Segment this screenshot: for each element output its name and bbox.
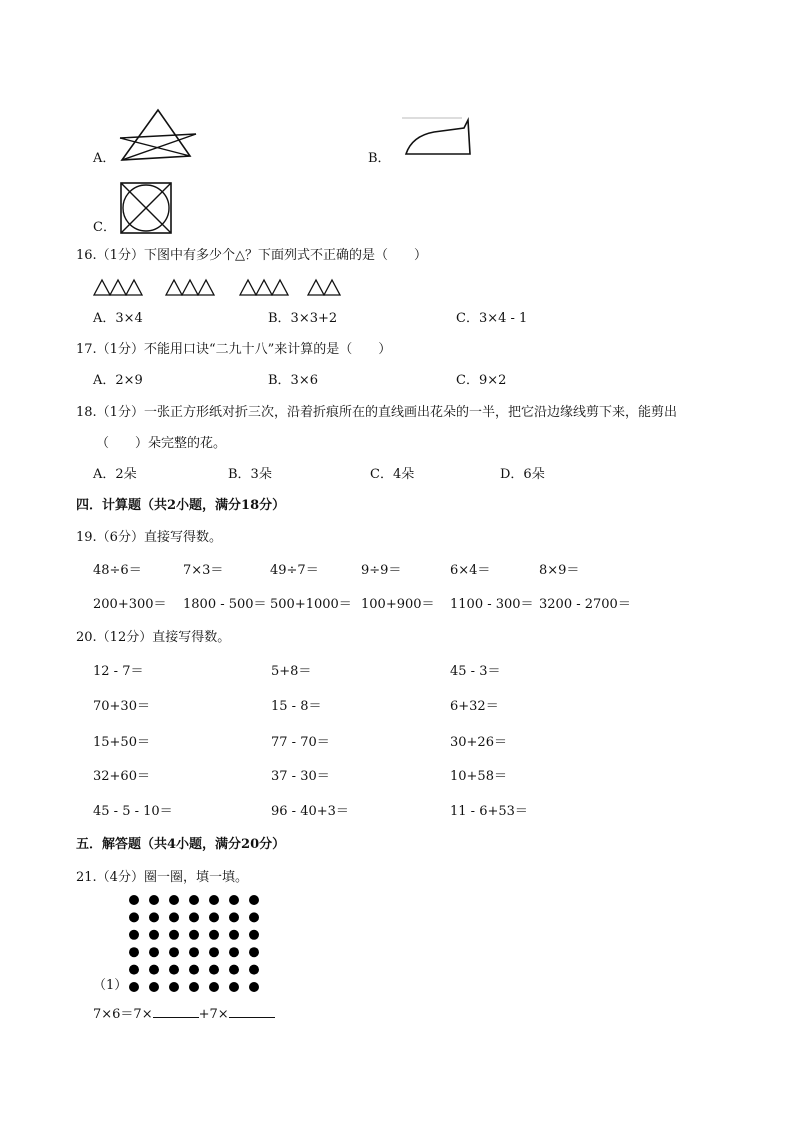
grid-dot bbox=[169, 982, 179, 992]
grid-dot bbox=[249, 930, 259, 940]
q20-item: 11 - 6+53＝ bbox=[450, 804, 528, 819]
grid-dot bbox=[249, 912, 259, 922]
grid-dot bbox=[229, 982, 239, 992]
answer-blank[interactable] bbox=[229, 1005, 275, 1018]
grid-dot bbox=[129, 912, 139, 922]
q20-item: 12 - 7＝ bbox=[93, 664, 144, 679]
q16-stem: 16.（1分）下图中有多少个△？下面列式不正确的是（ ） bbox=[76, 248, 427, 263]
grid-dot bbox=[249, 965, 259, 975]
q19-row2-item: 100+900＝ bbox=[361, 597, 435, 612]
q20-item: 15 - 8＝ bbox=[271, 699, 322, 714]
grid-dot bbox=[169, 965, 179, 975]
grid-dot bbox=[249, 947, 259, 957]
q17-stem: 17.（1分）不能用口诀“二九十八”来计算的是（ ） bbox=[76, 342, 392, 357]
q17-option-a: A．2×9 bbox=[93, 373, 143, 388]
q20-item: 32+60＝ bbox=[93, 769, 150, 784]
grid-dot bbox=[169, 895, 179, 905]
q20-stem: 20.（12分）直接写得数。 bbox=[76, 630, 231, 645]
q17-option-b: B．3×6 bbox=[268, 373, 318, 388]
grid-dot bbox=[149, 930, 159, 940]
grid-dot bbox=[189, 982, 199, 992]
q19-row2-item: 200+300＝ bbox=[93, 597, 167, 612]
q20-item: 96 - 40+3＝ bbox=[271, 804, 349, 819]
grid-dot bbox=[189, 930, 199, 940]
grid-dot bbox=[129, 895, 139, 905]
grid-dot bbox=[209, 895, 219, 905]
grid-dot bbox=[169, 930, 179, 940]
grid-dot bbox=[229, 895, 239, 905]
grid-dot bbox=[169, 947, 179, 957]
q16-option-b: B．3×3+2 bbox=[268, 311, 338, 326]
grid-dot bbox=[189, 912, 199, 922]
grid-dot bbox=[149, 895, 159, 905]
grid-dot bbox=[249, 895, 259, 905]
q18-option-b: B．3朵 bbox=[228, 467, 272, 482]
grid-dot bbox=[209, 982, 219, 992]
grid-dot bbox=[209, 947, 219, 957]
q21-equation bbox=[93, 1005, 275, 1023]
grid-dot bbox=[129, 930, 139, 940]
q20-item: 15+50＝ bbox=[93, 735, 150, 750]
section-5-title: 五．解答题（共4小题，满分20分） bbox=[76, 837, 286, 852]
grid-dot bbox=[169, 912, 179, 922]
q15-option-a-label: A． bbox=[93, 151, 116, 166]
q19-row2-item: 500+1000＝ bbox=[270, 597, 352, 612]
grid-dot bbox=[189, 965, 199, 975]
grid-dot bbox=[209, 930, 219, 940]
q20-item: 6+32＝ bbox=[450, 699, 499, 714]
grid-dot bbox=[149, 947, 159, 957]
grid-dot bbox=[189, 895, 199, 905]
q19-row2-item: 1100 - 300＝ bbox=[450, 597, 534, 612]
q20-item: 30+26＝ bbox=[450, 735, 507, 750]
q16-option-c: C．3×4 - 1 bbox=[456, 311, 528, 326]
q19-row1-item: 6×4＝ bbox=[450, 563, 491, 578]
q19-row2-item: 1800 - 500＝ bbox=[183, 597, 267, 612]
grid-dot bbox=[229, 930, 239, 940]
grid-dot bbox=[209, 912, 219, 922]
q19-row1-item: 7×3＝ bbox=[183, 563, 224, 578]
q18-option-c: C．4朵 bbox=[370, 467, 415, 482]
q19-row1-item: 49÷7＝ bbox=[270, 563, 319, 578]
triangle-groups-figure bbox=[94, 278, 354, 296]
q20-item: 45 - 5 - 10＝ bbox=[93, 804, 173, 819]
q21-equation-right: +7× bbox=[198, 1007, 229, 1022]
grid-dot bbox=[209, 965, 219, 975]
q18-option-a: A．2朵 bbox=[93, 467, 137, 482]
triangle-with-lines-figure bbox=[118, 108, 198, 164]
section-4-title: 四．计算题（共2小题，满分18分） bbox=[76, 498, 286, 513]
q15-option-c-label: C． bbox=[93, 220, 116, 235]
q19-row1-item: 48÷6＝ bbox=[93, 563, 142, 578]
q18-stem-line1: 18.（1分）一张正方形纸对折三次，沿着折痕所在的直线画出花朵的一半，把它沿边缘线剪下来，能剪出 bbox=[76, 405, 677, 420]
grid-dot bbox=[129, 965, 139, 975]
q19-row1-item: 8×9＝ bbox=[539, 563, 580, 578]
q19-stem: 19.（6分）直接写得数。 bbox=[76, 530, 222, 545]
q20-item: 37 - 30＝ bbox=[271, 769, 330, 784]
grid-dot bbox=[229, 965, 239, 975]
q16-option-a: A．3×4 bbox=[93, 311, 143, 326]
q17-option-c: C．9×2 bbox=[456, 373, 507, 388]
grid-dot bbox=[149, 982, 159, 992]
grid-dot bbox=[129, 947, 139, 957]
answer-blank[interactable] bbox=[153, 1005, 199, 1018]
grid-dot bbox=[149, 965, 159, 975]
q15-option-b-label: B． bbox=[368, 151, 391, 166]
q21-stem: 21.（4分）圈一圈，填一填。 bbox=[76, 870, 248, 885]
dot-grid-figure bbox=[126, 892, 266, 992]
q20-item: 70+30＝ bbox=[93, 699, 150, 714]
q18-option-d: D．6朵 bbox=[500, 467, 545, 482]
q18-stem-line2: （ ）朵完整的花。 bbox=[96, 436, 227, 451]
grid-dot bbox=[189, 947, 199, 957]
q20-item: 10+58＝ bbox=[450, 769, 507, 784]
q21-equation-left: 7×6＝7× bbox=[93, 1007, 153, 1022]
grid-dot bbox=[229, 912, 239, 922]
grid-dot bbox=[229, 947, 239, 957]
q20-item: 5+8＝ bbox=[271, 664, 312, 679]
q20-item: 77 - 70＝ bbox=[271, 735, 330, 750]
grid-dot bbox=[149, 912, 159, 922]
q19-row2-item: 3200 - 2700＝ bbox=[539, 597, 631, 612]
grid-dot bbox=[249, 982, 259, 992]
q20-item: 45 - 3＝ bbox=[450, 664, 501, 679]
q21-part-label: （1） bbox=[93, 978, 128, 993]
square-circle-figure bbox=[118, 180, 174, 236]
q19-row1-item: 9÷9＝ bbox=[361, 563, 402, 578]
grid-dot bbox=[129, 982, 139, 992]
iron-shape-figure bbox=[394, 116, 474, 160]
